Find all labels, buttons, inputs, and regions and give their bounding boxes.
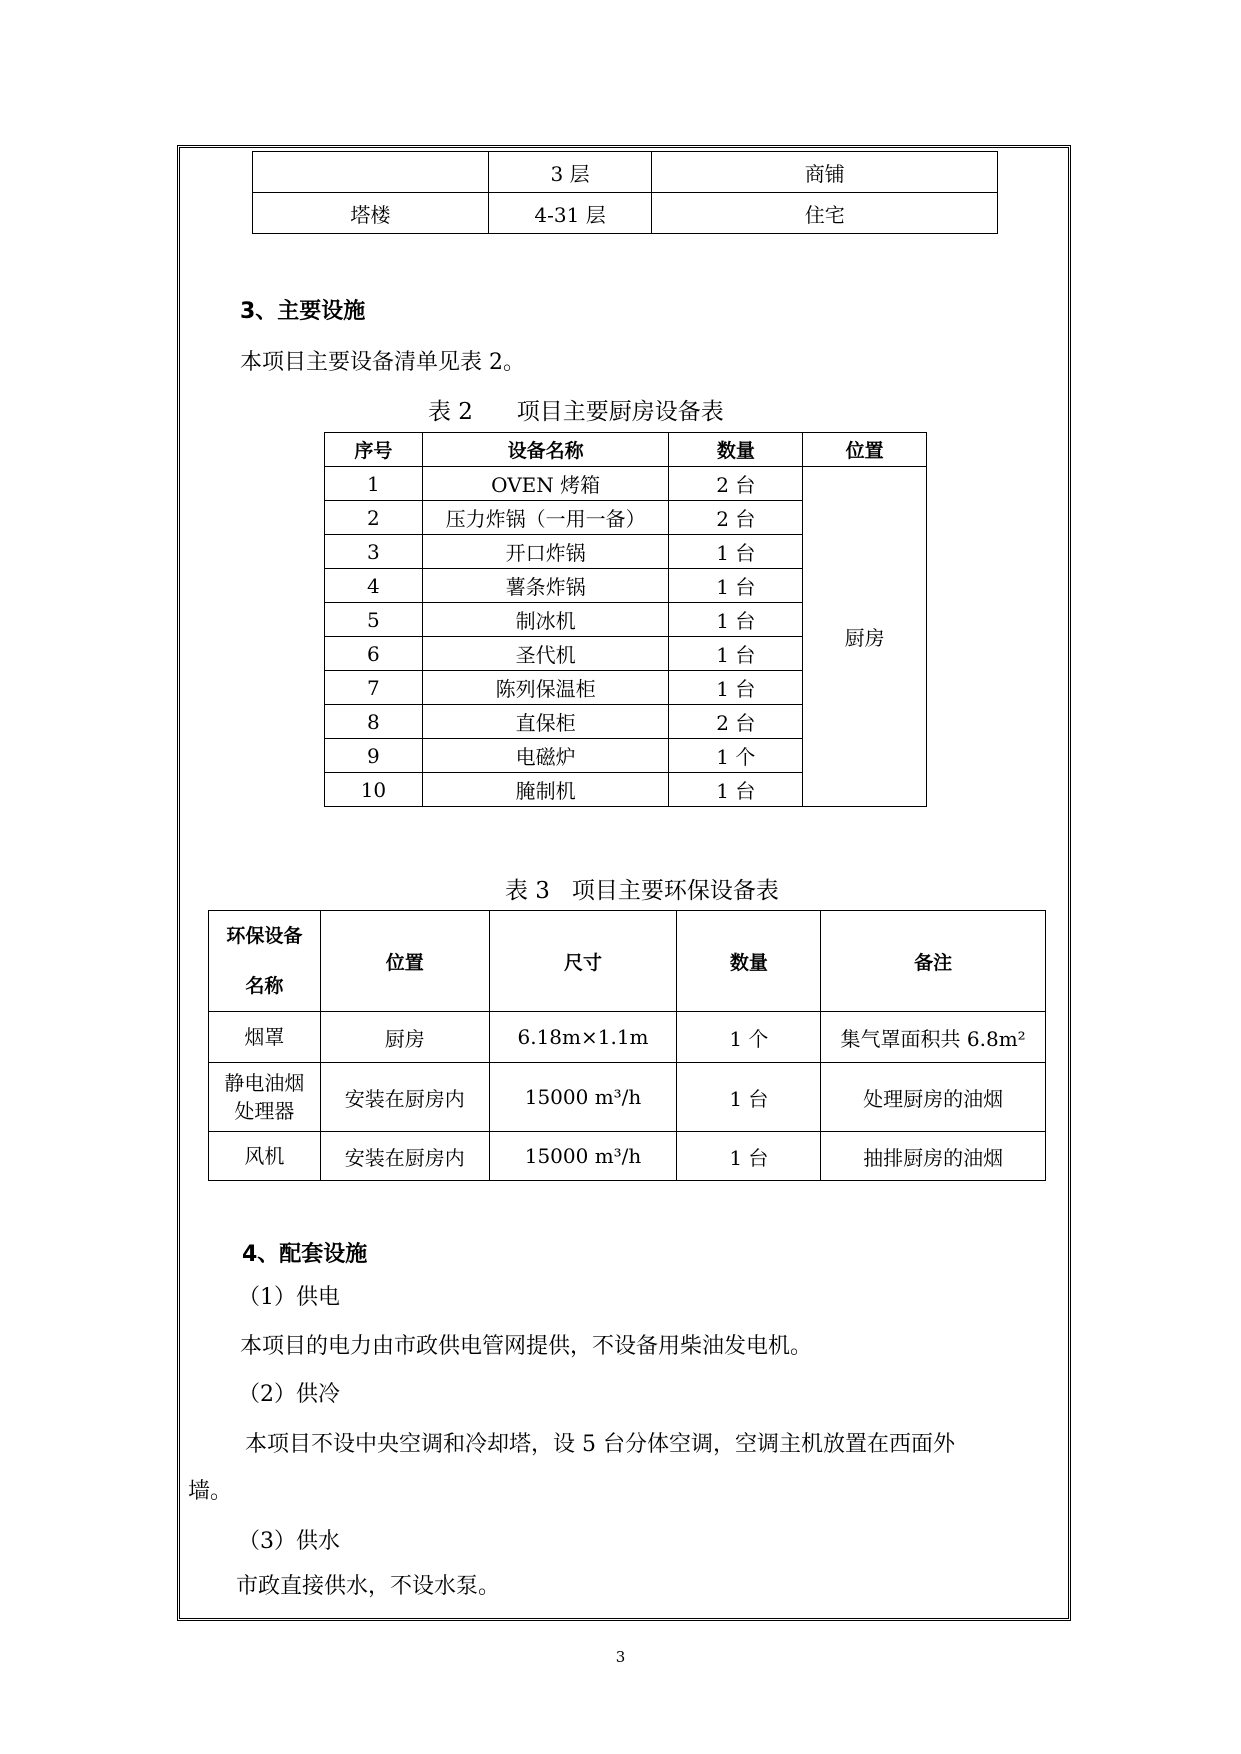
environmental-equipment-table (208, 910, 1046, 1181)
quantity-cell: 1 台 (669, 671, 803, 705)
water-heading: （3）供水 (238, 1529, 340, 1554)
location-cell: 厨房 (803, 467, 927, 807)
equipment-name-cell: 圣代机 (422, 637, 669, 671)
use-cell: 住宅 (652, 193, 998, 234)
row-number-cell: 4 (325, 569, 423, 603)
row-number-cell: 8 (325, 705, 423, 739)
equipment-name-cell (209, 1063, 321, 1132)
equipment-name-cell: 腌制机 (422, 773, 669, 807)
quantity-cell: 1 台 (669, 603, 803, 637)
section-3-intro: 本项目主要设备清单见表 2。 (240, 350, 525, 375)
row-number-cell: 7 (325, 671, 423, 705)
building-name-cell: 塔楼 (253, 193, 489, 234)
table-3-caption: 表 3 项目主要环保设备表 (505, 878, 779, 904)
location-cell: 安装在厨房内 (320, 1132, 489, 1181)
col-header-size: 尺寸 (489, 911, 677, 1012)
building-name-cell (253, 152, 489, 193)
equipment-name-cell: 开口炸锅 (422, 535, 669, 569)
col-header-qty: 数量 (677, 911, 821, 1012)
use-cell: 商铺 (652, 152, 998, 193)
col-header-note: 备注 (821, 911, 1046, 1012)
row-number-cell: 5 (325, 603, 423, 637)
power-text: 本项目的电力由市政供电管网提供，不设备用柴油发电机。 (240, 1334, 813, 1359)
equipment-name-cell: 压力炸锅（一用一备） (422, 501, 669, 535)
section-4-heading: 4、配套设施 (242, 1242, 368, 1267)
table-row (253, 152, 998, 193)
cooling-heading: （2）供冷 (238, 1382, 340, 1407)
header-name-line2: 名称 (245, 975, 284, 997)
size-cell: 15000 m³/h (489, 1132, 677, 1181)
row-number-cell: 10 (325, 773, 423, 807)
equipment-name-line1: 静电油烟 (224, 1071, 305, 1095)
quantity-cell: 1 台 (677, 1132, 821, 1181)
table-row (209, 1063, 1046, 1132)
cooling-text-line2: 墙。 (188, 1479, 233, 1504)
row-number-cell: 3 (325, 535, 423, 569)
col-header-equipment-name (209, 911, 321, 1012)
location-cell: 安装在厨房内 (320, 1063, 489, 1132)
kitchen-equipment-table (324, 432, 927, 807)
floor-cell: 4-31 层 (488, 193, 652, 234)
quantity-cell: 1 台 (669, 637, 803, 671)
table-row (209, 1012, 1046, 1063)
header-name-line1: 环保设备 (226, 925, 303, 947)
building-floors-table (252, 151, 998, 234)
equipment-name-cell: 电磁炉 (422, 739, 669, 773)
col-header-location: 位置 (320, 911, 489, 1012)
col-header-qty: 数量 (669, 433, 803, 467)
note-cell: 处理厨房的油烟 (821, 1063, 1046, 1132)
water-text: 市政直接供水，不设水泵。 (236, 1574, 501, 1599)
equipment-name-line1: 风机 (244, 1144, 285, 1168)
table-row (253, 193, 998, 234)
location-cell: 厨房 (320, 1012, 489, 1063)
col-header-location: 位置 (803, 433, 927, 467)
equipment-name-line2: 处理器 (234, 1099, 295, 1123)
row-number-cell: 2 (325, 501, 423, 535)
quantity-cell: 1 个 (669, 739, 803, 773)
col-header-name: 设备名称 (422, 433, 669, 467)
quantity-cell: 2 台 (669, 467, 803, 501)
equipment-name-cell: 制冰机 (422, 603, 669, 637)
floor-cell: 3 层 (488, 152, 652, 193)
quantity-cell: 1 台 (669, 773, 803, 807)
equipment-name-cell (209, 1132, 321, 1181)
page-number: 3 (615, 1648, 626, 1666)
cooling-text-line1: 本项目不设中央空调和冷却塔，设 5 台分体空调，空调主机放置在西面外 (245, 1432, 955, 1457)
equipment-name-line1: 烟罩 (244, 1025, 285, 1049)
quantity-cell: 1 台 (669, 535, 803, 569)
quantity-cell: 2 台 (669, 705, 803, 739)
row-number-cell: 1 (325, 467, 423, 501)
table-row (325, 467, 927, 501)
equipment-name-cell: 薯条炸锅 (422, 569, 669, 603)
row-number-cell: 6 (325, 637, 423, 671)
row-number-cell: 9 (325, 739, 423, 773)
power-heading: （1）供电 (238, 1285, 340, 1310)
note-cell: 抽排厨房的油烟 (821, 1132, 1046, 1181)
size-cell: 6.18m×1.1m (489, 1012, 677, 1063)
quantity-cell: 1 台 (669, 569, 803, 603)
equipment-name-cell: 陈列保温柜 (422, 671, 669, 705)
section-3-heading: 3、主要设施 (240, 299, 366, 324)
size-cell: 15000 m³/h (489, 1063, 677, 1132)
quantity-cell: 1 个 (677, 1012, 821, 1063)
table-2-caption: 表 2 项目主要厨房设备表 (428, 399, 724, 425)
note-cell: 集气罩面积共 6.8m² (821, 1012, 1046, 1063)
quantity-cell: 2 台 (669, 501, 803, 535)
quantity-cell: 1 台 (677, 1063, 821, 1132)
col-header-no: 序号 (325, 433, 423, 467)
equipment-name-cell: OVEN 烤箱 (422, 467, 669, 501)
equipment-name-cell: 直保柜 (422, 705, 669, 739)
table-row (209, 1132, 1046, 1181)
equipment-name-cell (209, 1012, 321, 1063)
